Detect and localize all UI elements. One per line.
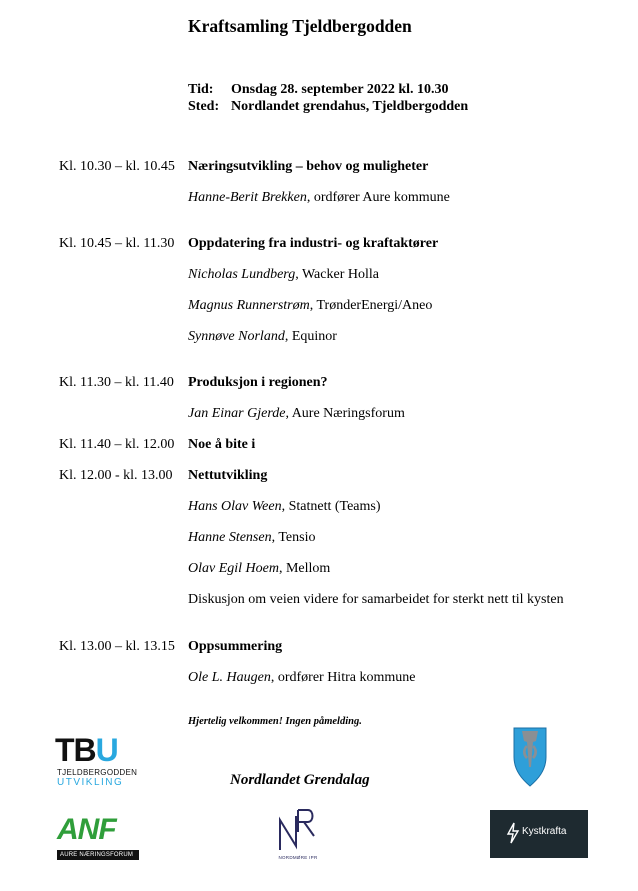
speaker (188, 499, 381, 515)
speaker-name: Hanne Stensen (188, 530, 272, 545)
session-topic: Produksjon i regionen? (188, 375, 328, 390)
municipality-shield-icon (513, 727, 547, 787)
lightning-bolt-icon (506, 822, 520, 844)
session-time: Kl. 11.30 – kl. 11.40 (59, 375, 174, 390)
session-topic: Oppdatering fra industri- og kraftaktører (188, 236, 439, 251)
session-time: Kl. 13.00 – kl. 13.15 (59, 639, 175, 654)
speaker-name: Ole L. Haugen (188, 670, 271, 685)
speaker-name: Synnøve Norland (188, 329, 285, 344)
speaker (188, 329, 337, 345)
speaker-name: Jan Einar Gjerde (188, 406, 286, 421)
speaker-name: Nicholas Lundberg (188, 267, 296, 282)
session-topic: Oppsummering (188, 639, 283, 654)
npr-logo-caption: NORDMØRE IPR (278, 855, 318, 860)
tbu-logo-line2: UTVIKLING (57, 777, 124, 788)
speaker-role: , Mellom (278, 561, 331, 576)
session-topic: Nettutvikling (188, 468, 268, 483)
session-time: Kl. 10.30 – kl. 10.45 (59, 159, 175, 174)
anf-logo (57, 814, 139, 860)
speaker-name: Hanne-Berit Brekken (188, 190, 307, 205)
speaker-role: , Wacker Holla (295, 267, 379, 282)
speaker-name: Olav Egil Hoem (188, 561, 279, 576)
speaker-role: , Aure Næringsforum (285, 406, 405, 421)
time-label: Tid: (188, 82, 214, 97)
anf-logo-mark: ANF (57, 813, 116, 846)
document-title: Kraftsamling Tjeldbergodden (188, 16, 412, 36)
speaker-name: Hans Olav Ween (188, 499, 282, 514)
npr-logo-icon (274, 806, 322, 854)
speaker (188, 530, 315, 546)
speaker-role: , ordfører Aure kommune (306, 190, 450, 205)
tbu-logo-line1: TJELDBERGODDEN (57, 768, 138, 777)
kystkraft-logo (490, 810, 588, 858)
session-time: Kl. 12.00 - kl. 13.00 (59, 468, 173, 483)
tbu-logo-mark: TBU (55, 732, 118, 768)
speaker (188, 190, 450, 206)
npr-logo (274, 806, 322, 862)
anf-logo-caption: AURE NÆRINGSFORUM (60, 852, 134, 858)
anf-logo-bar (57, 850, 139, 860)
speaker (188, 406, 405, 422)
speaker-name: Magnus Runnerstrøm (188, 298, 310, 313)
speaker-role: , Tensio (271, 530, 316, 545)
time-value: Onsdag 28. september 2022 kl. 10.30 (231, 82, 449, 97)
session-time: Kl. 11.40 – kl. 12.00 (59, 437, 175, 452)
tbu-logo (55, 734, 145, 788)
place-value: Nordlandet grendahus, Tjeldbergodden (231, 99, 469, 114)
speaker (188, 267, 379, 283)
organizer-name: Nordlandet Grendalag (230, 772, 370, 788)
session-topic: Næringsutvikling – behov og muligheter (188, 159, 429, 174)
speaker-role: , TrønderEnergi/Aneo (309, 298, 433, 313)
session-topic: Noe å bite i (188, 437, 256, 452)
speaker (188, 298, 432, 314)
speaker-role: , Equinor (284, 329, 337, 344)
welcome-note: Hjertelig velkommen! Ingen påmelding. (188, 716, 362, 727)
place-label: Sted: (188, 99, 220, 114)
speaker (188, 561, 330, 577)
speaker (188, 670, 415, 686)
speaker-role: , Statnett (Teams) (281, 499, 381, 514)
speaker-role: , ordfører Hitra kommune (270, 670, 416, 685)
kystkraft-logo-text: Kystkrafta (522, 826, 567, 837)
session-time: Kl. 10.45 – kl. 11.30 (59, 236, 175, 251)
discussion-note: Diskusjon om veien videre for samarbeidet for sterkt nett til kysten (188, 592, 564, 607)
